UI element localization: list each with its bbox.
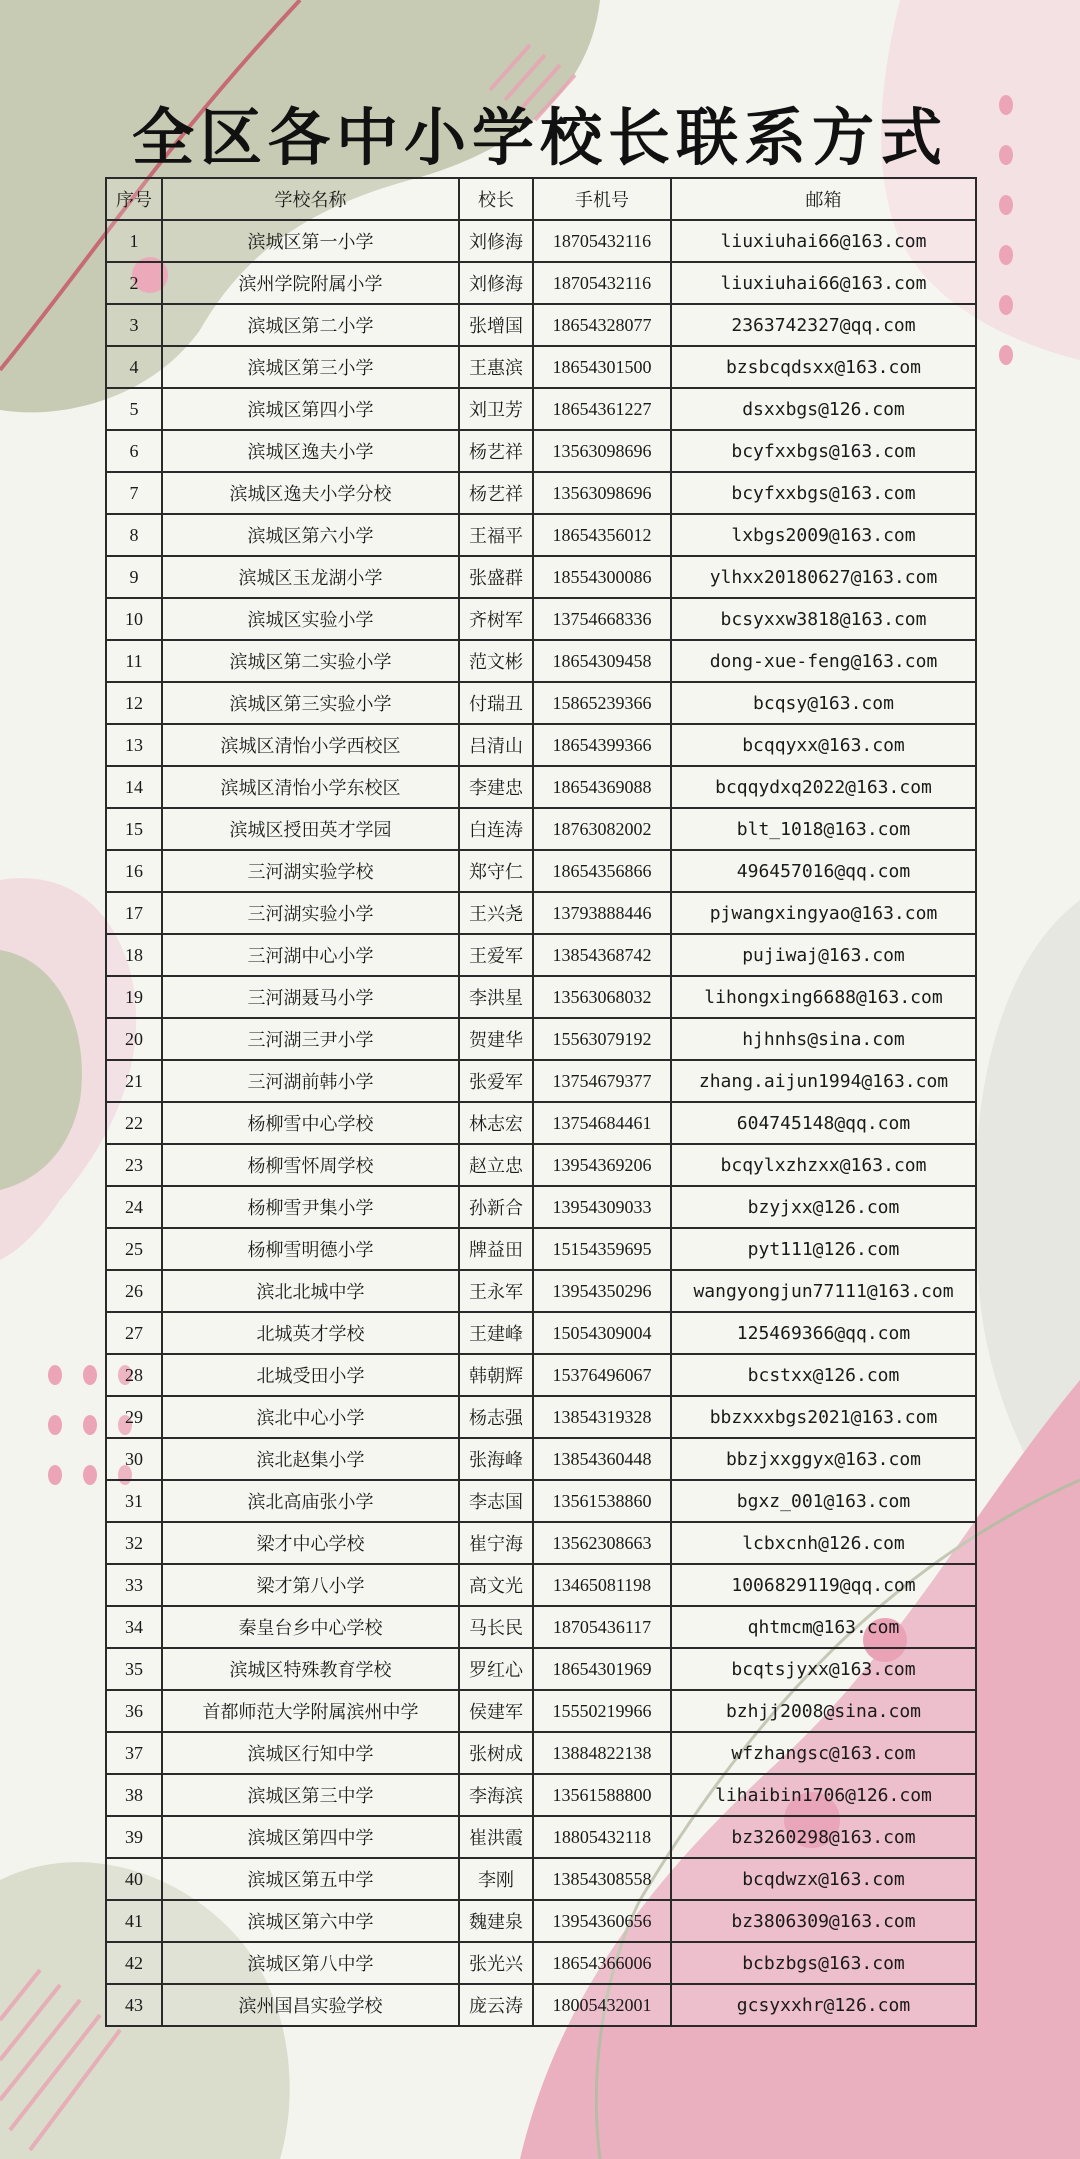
table-row: [106, 640, 976, 682]
cell-school: 滨城区第三小学: [162, 346, 459, 388]
cell-index: 6: [106, 430, 162, 472]
cell-phone: 13954309033: [533, 1186, 671, 1228]
cell-school: 滨城区第二实验小学: [162, 640, 459, 682]
cell-school: 秦皇台乡中心学校: [162, 1606, 459, 1648]
cell-school: 滨城区特殊教育学校: [162, 1648, 459, 1690]
cell-email: wfzhangsc@163.com: [671, 1732, 976, 1774]
cell-index: 4: [106, 346, 162, 388]
cell-index: 41: [106, 1900, 162, 1942]
cell-email: blt_1018@163.com: [671, 808, 976, 850]
cell-index: 42: [106, 1942, 162, 1984]
cell-principal: 齐树军: [459, 598, 533, 640]
cell-phone: 13563098696: [533, 430, 671, 472]
cell-principal: 刘修海: [459, 262, 533, 304]
cell-index: 5: [106, 388, 162, 430]
cell-school: 滨城区第六小学: [162, 514, 459, 556]
table-row: [106, 1438, 976, 1480]
cell-school: 滨城区玉龙湖小学: [162, 556, 459, 598]
table-header-row: [106, 178, 976, 220]
cell-email: dong-xue-feng@163.com: [671, 640, 976, 682]
cell-email: bcsyxxw3818@163.com: [671, 598, 976, 640]
cell-principal: 李刚: [459, 1858, 533, 1900]
table-row: [106, 1900, 976, 1942]
cell-index: 40: [106, 1858, 162, 1900]
table-row: [106, 1564, 976, 1606]
cell-school: 杨柳雪中心学校: [162, 1102, 459, 1144]
cell-principal: 张爱军: [459, 1060, 533, 1102]
cell-phone: 13854319328: [533, 1396, 671, 1438]
cell-school: 梁才中心学校: [162, 1522, 459, 1564]
table-row: [106, 1018, 976, 1060]
cell-phone: 15563079192: [533, 1018, 671, 1060]
header-email: 邮箱: [671, 178, 976, 220]
cell-phone: 15154359695: [533, 1228, 671, 1270]
cell-principal: 郑守仁: [459, 850, 533, 892]
cell-email: liuxiuhai66@163.com: [671, 262, 976, 304]
cell-school: 滨北高庙张小学: [162, 1480, 459, 1522]
cell-index: 11: [106, 640, 162, 682]
table-row: [106, 766, 976, 808]
cell-phone: 13854360448: [533, 1438, 671, 1480]
cell-index: 34: [106, 1606, 162, 1648]
cell-phone: 13754668336: [533, 598, 671, 640]
cell-phone: 18654356866: [533, 850, 671, 892]
table-row: [106, 388, 976, 430]
cell-index: 43: [106, 1984, 162, 2026]
cell-email: pujiwaj@163.com: [671, 934, 976, 976]
cell-phone: 13561538860: [533, 1480, 671, 1522]
cell-school: 滨北赵集小学: [162, 1438, 459, 1480]
cell-phone: 13854308558: [533, 1858, 671, 1900]
cell-phone: 13793888446: [533, 892, 671, 934]
cell-index: 19: [106, 976, 162, 1018]
cell-phone: 13563068032: [533, 976, 671, 1018]
table-row: [106, 892, 976, 934]
cell-principal: 韩朝辉: [459, 1354, 533, 1396]
cell-index: 39: [106, 1816, 162, 1858]
cell-email: bcqqydxq2022@163.com: [671, 766, 976, 808]
cell-phone: 13562308663: [533, 1522, 671, 1564]
table-row: [106, 1984, 976, 2026]
table-row: [106, 976, 976, 1018]
cell-phone: 18654356012: [533, 514, 671, 556]
cell-principal: 范文彬: [459, 640, 533, 682]
table-row: [106, 1648, 976, 1690]
cell-index: 22: [106, 1102, 162, 1144]
cell-email: bzsbcqdsxx@163.com: [671, 346, 976, 388]
cell-email: 125469366@qq.com: [671, 1312, 976, 1354]
cell-school: 三河湖中心小学: [162, 934, 459, 976]
table-row: [106, 346, 976, 388]
cell-index: 13: [106, 724, 162, 766]
cell-index: 9: [106, 556, 162, 598]
table-row: [106, 934, 976, 976]
table-row: [106, 1858, 976, 1900]
table-row: [106, 1606, 976, 1648]
cell-phone: 13563098696: [533, 472, 671, 514]
cell-school: 杨柳雪明德小学: [162, 1228, 459, 1270]
cell-email: dsxxbgs@126.com: [671, 388, 976, 430]
cell-principal: 刘卫芳: [459, 388, 533, 430]
cell-email: qhtmcm@163.com: [671, 1606, 976, 1648]
table-row: [106, 1522, 976, 1564]
cell-index: 1: [106, 220, 162, 262]
cell-principal: 崔洪霞: [459, 1816, 533, 1858]
cell-principal: 王惠滨: [459, 346, 533, 388]
table-row: [106, 1942, 976, 1984]
cell-index: 28: [106, 1354, 162, 1396]
cell-email: bzhjj2008@sina.com: [671, 1690, 976, 1732]
cell-index: 29: [106, 1396, 162, 1438]
cell-email: bbzxxxbgs2021@163.com: [671, 1396, 976, 1438]
cell-school: 滨北中心小学: [162, 1396, 459, 1438]
cell-school: 滨城区逸夫小学: [162, 430, 459, 472]
cell-phone: 15376496067: [533, 1354, 671, 1396]
cell-principal: 刘修海: [459, 220, 533, 262]
cell-email: lihongxing6688@163.com: [671, 976, 976, 1018]
cell-phone: 13954360656: [533, 1900, 671, 1942]
cell-email: 604745148@qq.com: [671, 1102, 976, 1144]
cell-index: 24: [106, 1186, 162, 1228]
cell-phone: 18654399366: [533, 724, 671, 766]
cell-email: bcstxx@126.com: [671, 1354, 976, 1396]
table-row: [106, 1816, 976, 1858]
cell-principal: 庞云涛: [459, 1984, 533, 2026]
header-index: 序号: [106, 178, 162, 220]
table-row: [106, 1396, 976, 1438]
cell-email: bcqqyxx@163.com: [671, 724, 976, 766]
cell-principal: 杨艺祥: [459, 472, 533, 514]
cell-principal: 高文光: [459, 1564, 533, 1606]
cell-email: wangyongjun77111@163.com: [671, 1270, 976, 1312]
cell-index: 17: [106, 892, 162, 934]
cell-email: liuxiuhai66@163.com: [671, 220, 976, 262]
cell-email: hjhnhs@sina.com: [671, 1018, 976, 1060]
table-row: [106, 1228, 976, 1270]
cell-email: bcqylxzhzxx@163.com: [671, 1144, 976, 1186]
cell-phone: 15054309004: [533, 1312, 671, 1354]
cell-phone: 18705436117: [533, 1606, 671, 1648]
table-row: [106, 472, 976, 514]
header-school: 学校名称: [162, 178, 459, 220]
cell-email: lxbgs2009@163.com: [671, 514, 976, 556]
cell-principal: 张树成: [459, 1732, 533, 1774]
table-row: [106, 1312, 976, 1354]
table-row: [106, 1144, 976, 1186]
cell-email: gcsyxxhr@126.com: [671, 1984, 976, 2026]
cell-principal: 吕清山: [459, 724, 533, 766]
cell-index: 32: [106, 1522, 162, 1564]
cell-phone: 13954350296: [533, 1270, 671, 1312]
cell-principal: 王建峰: [459, 1312, 533, 1354]
cell-phone: 18805432118: [533, 1816, 671, 1858]
cell-school: 滨城区第五中学: [162, 1858, 459, 1900]
cell-email: bz3260298@163.com: [671, 1816, 976, 1858]
table-row: [106, 430, 976, 472]
cell-principal: 张增国: [459, 304, 533, 346]
cell-phone: 18654366006: [533, 1942, 671, 1984]
cell-school: 滨城区第四小学: [162, 388, 459, 430]
cell-email: 2363742327@qq.com: [671, 304, 976, 346]
cell-principal: 王福平: [459, 514, 533, 556]
cell-index: 23: [106, 1144, 162, 1186]
cell-principal: 马长民: [459, 1606, 533, 1648]
cell-school: 三河湖实验小学: [162, 892, 459, 934]
cell-email: 1006829119@qq.com: [671, 1564, 976, 1606]
cell-school: 滨城区第八中学: [162, 1942, 459, 1984]
cell-phone: 13754684461: [533, 1102, 671, 1144]
cell-school: 三河湖聂马小学: [162, 976, 459, 1018]
cell-phone: 13954369206: [533, 1144, 671, 1186]
cell-principal: 罗红心: [459, 1648, 533, 1690]
cell-principal: 王爱军: [459, 934, 533, 976]
cell-phone: 18554300086: [533, 556, 671, 598]
cell-principal: 王兴尧: [459, 892, 533, 934]
cell-phone: 13854368742: [533, 934, 671, 976]
cell-school: 滨城区清怡小学东校区: [162, 766, 459, 808]
cell-school: 三河湖前韩小学: [162, 1060, 459, 1102]
cell-principal: 王永军: [459, 1270, 533, 1312]
cell-index: 36: [106, 1690, 162, 1732]
table-row: [106, 1186, 976, 1228]
cell-email: lcbxcnh@126.com: [671, 1522, 976, 1564]
table-row: [106, 1102, 976, 1144]
cell-principal: 赵立忠: [459, 1144, 533, 1186]
cell-index: 16: [106, 850, 162, 892]
cell-principal: 孙新合: [459, 1186, 533, 1228]
header-principal: 校长: [459, 178, 533, 220]
cell-phone: 18654301500: [533, 346, 671, 388]
header-phone: 手机号: [533, 178, 671, 220]
cell-index: 12: [106, 682, 162, 724]
cell-email: 496457016@qq.com: [671, 850, 976, 892]
table-row: [106, 1732, 976, 1774]
cell-principal: 魏建泉: [459, 1900, 533, 1942]
cell-index: 30: [106, 1438, 162, 1480]
cell-school: 首都师范大学附属滨州中学: [162, 1690, 459, 1732]
cell-phone: 13884822138: [533, 1732, 671, 1774]
cell-principal: 贺建华: [459, 1018, 533, 1060]
cell-index: 14: [106, 766, 162, 808]
cell-school: 滨城区授田英才学园: [162, 808, 459, 850]
cell-index: 7: [106, 472, 162, 514]
page-title: 全区各中小学校长联系方式: [131, 101, 948, 174]
cell-phone: 15550219966: [533, 1690, 671, 1732]
cell-principal: 李海滨: [459, 1774, 533, 1816]
contacts-table: [105, 177, 977, 2027]
cell-school: 滨城区第一小学: [162, 220, 459, 262]
table-row: [106, 556, 976, 598]
table-row: [106, 514, 976, 556]
cell-principal: 杨艺祥: [459, 430, 533, 472]
cell-principal: 张盛群: [459, 556, 533, 598]
cell-school: 滨城区逸夫小学分校: [162, 472, 459, 514]
cell-index: 8: [106, 514, 162, 556]
cell-school: 滨城区实验小学: [162, 598, 459, 640]
cell-index: 15: [106, 808, 162, 850]
cell-index: 18: [106, 934, 162, 976]
cell-school: 梁才第八小学: [162, 1564, 459, 1606]
table-row: [106, 1270, 976, 1312]
cell-email: bcyfxxbgs@163.com: [671, 430, 976, 472]
cell-index: 21: [106, 1060, 162, 1102]
cell-email: bcbzbgs@163.com: [671, 1942, 976, 1984]
cell-principal: 崔宁海: [459, 1522, 533, 1564]
cell-school: 三河湖实验学校: [162, 850, 459, 892]
cell-email: bcqdwzx@163.com: [671, 1858, 976, 1900]
table-row: [106, 724, 976, 766]
cell-phone: 13561588800: [533, 1774, 671, 1816]
cell-school: 滨城区行知中学: [162, 1732, 459, 1774]
cell-email: lihaibin1706@126.com: [671, 1774, 976, 1816]
cell-phone: 13465081198: [533, 1564, 671, 1606]
cell-phone: 13754679377: [533, 1060, 671, 1102]
table-row: [106, 808, 976, 850]
cell-school: 滨城区第二小学: [162, 304, 459, 346]
table-row: [106, 598, 976, 640]
cell-email: zhang.aijun1994@163.com: [671, 1060, 976, 1102]
cell-principal: 牌益田: [459, 1228, 533, 1270]
table-row: [106, 1690, 976, 1732]
cell-phone: 18005432001: [533, 1984, 671, 2026]
cell-school: 滨北北城中学: [162, 1270, 459, 1312]
cell-index: 25: [106, 1228, 162, 1270]
table-row: [106, 1480, 976, 1522]
cell-school: 三河湖三尹小学: [162, 1018, 459, 1060]
cell-email: bgxz_001@163.com: [671, 1480, 976, 1522]
cell-phone: 18705432116: [533, 220, 671, 262]
table-body: [106, 220, 976, 2026]
table-row: [106, 1060, 976, 1102]
cell-principal: 李建忠: [459, 766, 533, 808]
cell-email: bzyjxx@126.com: [671, 1186, 976, 1228]
cell-index: 10: [106, 598, 162, 640]
cell-principal: 李志国: [459, 1480, 533, 1522]
table-row: [106, 304, 976, 346]
table-row: [106, 220, 976, 262]
cell-email: bcqtsjyxx@163.com: [671, 1648, 976, 1690]
table-row: [106, 682, 976, 724]
cell-phone: 18654328077: [533, 304, 671, 346]
cell-school: 滨城区第三实验小学: [162, 682, 459, 724]
cell-principal: 付瑞丑: [459, 682, 533, 724]
cell-phone: 18763082002: [533, 808, 671, 850]
cell-email: bbzjxxggyx@163.com: [671, 1438, 976, 1480]
cell-email: ylhxx20180627@163.com: [671, 556, 976, 598]
cell-phone: 15865239366: [533, 682, 671, 724]
cell-index: 37: [106, 1732, 162, 1774]
cell-school: 杨柳雪尹集小学: [162, 1186, 459, 1228]
cell-school: 滨州国昌实验学校: [162, 1984, 459, 2026]
cell-index: 31: [106, 1480, 162, 1522]
cell-index: 26: [106, 1270, 162, 1312]
table-row: [106, 262, 976, 304]
cell-email: pjwangxingyao@163.com: [671, 892, 976, 934]
cell-school: 滨城区清怡小学西校区: [162, 724, 459, 766]
table-row: [106, 1774, 976, 1816]
cell-index: 2: [106, 262, 162, 304]
cell-index: 35: [106, 1648, 162, 1690]
cell-principal: 林志宏: [459, 1102, 533, 1144]
cell-principal: 侯建军: [459, 1690, 533, 1732]
cell-email: bcyfxxbgs@163.com: [671, 472, 976, 514]
cell-index: 27: [106, 1312, 162, 1354]
cell-phone: 18654309458: [533, 640, 671, 682]
cell-school: 北城英才学校: [162, 1312, 459, 1354]
cell-index: 33: [106, 1564, 162, 1606]
cell-phone: 18654361227: [533, 388, 671, 430]
table-row: [106, 1354, 976, 1396]
cell-principal: 杨志强: [459, 1396, 533, 1438]
cell-school: 滨城区第六中学: [162, 1900, 459, 1942]
cell-phone: 18705432116: [533, 262, 671, 304]
cell-school: 杨柳雪怀周学校: [162, 1144, 459, 1186]
table-row: [106, 850, 976, 892]
cell-principal: 白连涛: [459, 808, 533, 850]
cell-school: 北城受田小学: [162, 1354, 459, 1396]
cell-principal: 张海峰: [459, 1438, 533, 1480]
cell-email: bcqsy@163.com: [671, 682, 976, 724]
cell-phone: 18654301969: [533, 1648, 671, 1690]
cell-principal: 李洪星: [459, 976, 533, 1018]
cell-index: 38: [106, 1774, 162, 1816]
cell-phone: 18654369088: [533, 766, 671, 808]
cell-index: 3: [106, 304, 162, 346]
cell-school: 滨州学院附属小学: [162, 262, 459, 304]
cell-index: 20: [106, 1018, 162, 1060]
cell-email: bz3806309@163.com: [671, 1900, 976, 1942]
cell-principal: 张光兴: [459, 1942, 533, 1984]
cell-school: 滨城区第四中学: [162, 1816, 459, 1858]
cell-email: pyt111@126.com: [671, 1228, 976, 1270]
cell-school: 滨城区第三中学: [162, 1774, 459, 1816]
